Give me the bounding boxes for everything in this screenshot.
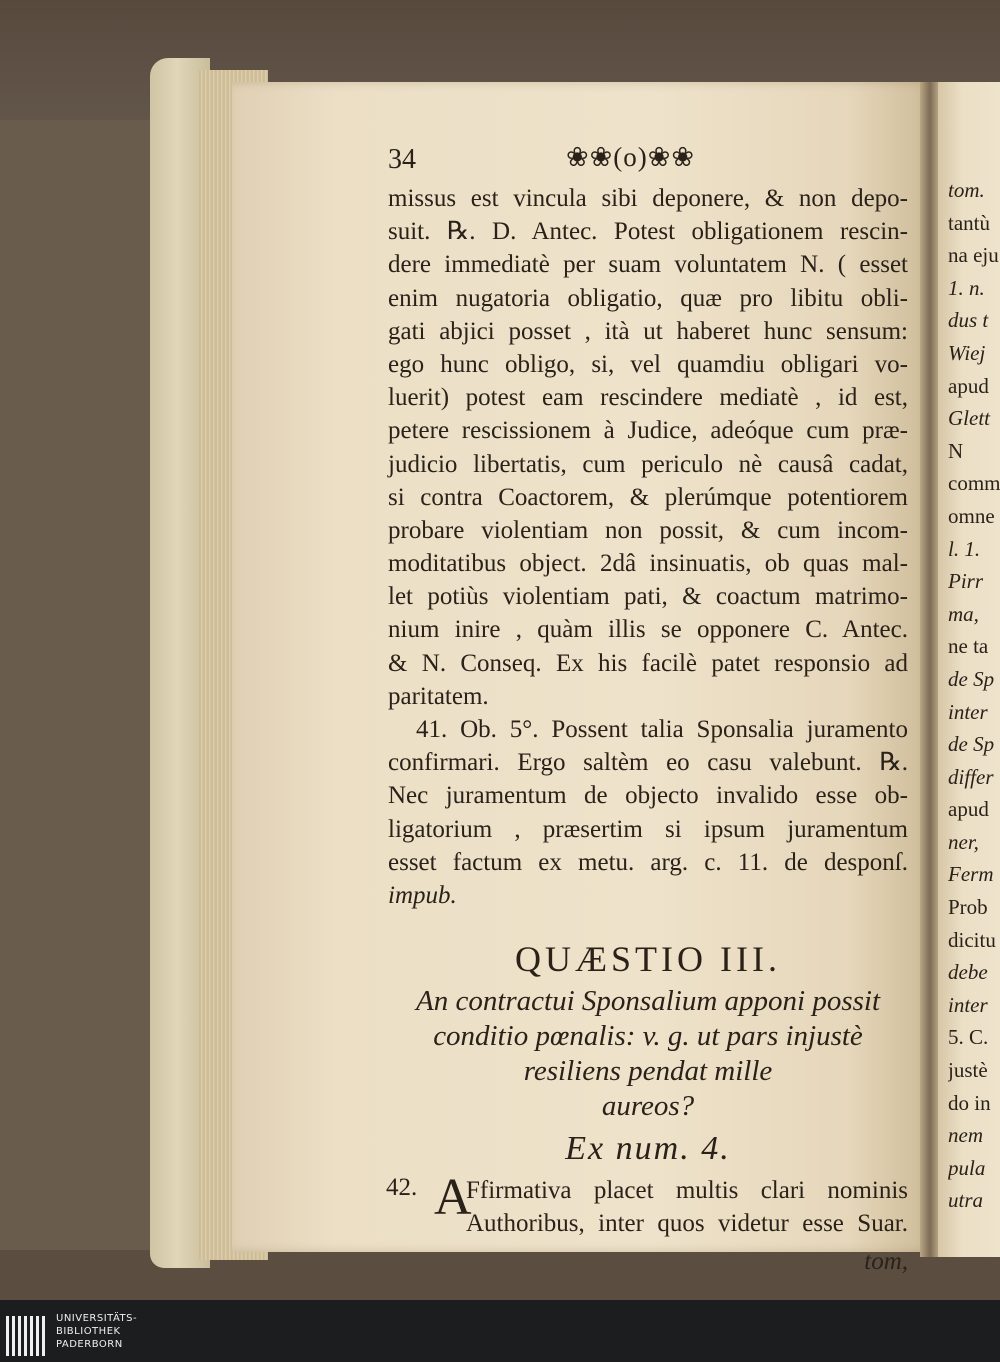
library-line: UNIVERSITÄTS-: [56, 1313, 138, 1324]
fragment: de Sp: [948, 732, 995, 757]
fragment: ne ta: [948, 634, 989, 659]
library-name: [56, 1312, 137, 1351]
text-line: suit. ℞. D. Antec. Potest obligationem rescin-: [388, 218, 908, 246]
fragment: 1. n.: [948, 275, 985, 300]
fragment: debe: [948, 960, 988, 985]
fragment: de Sp: [948, 666, 995, 691]
fragment: Ferm: [948, 862, 994, 887]
fragment: dicitu: [948, 927, 996, 952]
fragment: tantù: [948, 210, 990, 235]
text-line: Nec juramentum de objecto invalido esse ob-: [388, 782, 908, 810]
fragment: N: [948, 438, 964, 463]
page-text: [388, 138, 908, 1276]
text-line: & N. Conseq. Ex his facilè patet responsio ad: [388, 649, 908, 677]
question-title: QUÆSTIO III.: [515, 939, 781, 980]
text-line: 41. Ob. 5°. Possent talia Sponsalia juramento: [416, 716, 908, 743]
question-line: resiliens pendat mille: [523, 1055, 773, 1088]
text-line: ego hunc obligo, si, vel quamdiu obligari vo-: [388, 350, 908, 378]
text-line: impub.: [388, 881, 457, 909]
question-line: An contractui Sponsalium apponi possit: [416, 985, 880, 1018]
question-line: aureos?: [601, 1090, 695, 1123]
library-line: BIBLIOTHEK: [56, 1326, 121, 1337]
fragment: 5. C.: [948, 1025, 989, 1050]
page-number: 34: [388, 144, 416, 175]
text-line: dere immediatè per suam voluntatem N. ( esset: [388, 251, 908, 279]
text-line: judicio libertatis, cum periculo nè causâ cadat,: [388, 450, 908, 478]
paragraph-number: 42.: [386, 1174, 418, 1202]
fragment: Prob: [948, 895, 988, 920]
header-ornament: ❀❀(o)❀❀: [566, 142, 695, 172]
text-line: enim nugatoria obligatio, quæ pro libitu obli-: [388, 284, 908, 312]
fragment: apud: [948, 373, 989, 398]
fragment: utra: [948, 1188, 984, 1213]
fragment: ner,: [948, 829, 979, 854]
text-line: confirmari. Ergo saltèm eo casu valebunt. ℞.: [388, 749, 908, 777]
text-line: esset factum ex metu. arg. c. 11. de desponſ.: [388, 848, 908, 876]
text-line: moditatibus object. 2dâ insinuatis, ob quas mal-: [388, 550, 908, 578]
text-line: probare violentiam non possit, & cum incom-: [388, 516, 908, 544]
text-line: luerit) potest eam rescindere mediatè , id est,: [388, 384, 908, 412]
fragment: na eju: [948, 243, 999, 268]
fragment: Wiej: [948, 340, 986, 365]
text-line: Authoribus, inter quos videtur esse Suar.: [466, 1210, 908, 1238]
fragment: differ: [948, 764, 994, 789]
fragment: ma,: [948, 601, 979, 626]
fragment: dus t: [948, 308, 989, 333]
text-line: ligatorium , præsertim si ipsum juramentum: [388, 815, 908, 843]
drop-cap: A: [434, 1169, 472, 1227]
text-line: gati abjici posset , ità ut haberet hunc sensum:: [388, 317, 908, 345]
fragment: l. 1.: [948, 536, 981, 561]
fragment: Pirr: [948, 569, 984, 594]
text-line: missus est vincula sibi deponere, & non depo-: [388, 185, 908, 212]
catchword: tom,: [864, 1248, 908, 1276]
fragment: nem: [948, 1123, 983, 1148]
fragment: tom.: [948, 178, 985, 202]
fragment: inter: [948, 699, 988, 724]
text-line: Ffirmativa placet multis clari nominis: [466, 1177, 908, 1205]
question-line: conditio pœnalis: v. g. ut pars injustè: [433, 1020, 863, 1053]
fragment: comm: [948, 471, 1000, 496]
fragment: pula: [948, 1155, 986, 1180]
text-line: si contra Coactorem, & plerúmque potentiorem: [388, 483, 908, 511]
fragment: do in: [948, 1090, 991, 1115]
footer-bar: [0, 1300, 1000, 1362]
page-header: [388, 138, 908, 182]
text-line: paritatem.: [388, 682, 489, 710]
text-line: petere rescissionem à Judice, adeóque cum præ-: [388, 417, 908, 445]
fragment: inter: [948, 992, 988, 1017]
fragment: omne: [948, 503, 995, 528]
fragment: justè: [948, 1058, 988, 1083]
library-line: PADERBORN: [56, 1339, 123, 1350]
text-line: let potiùs violentiam pati, & coactum matrimo-: [388, 583, 908, 611]
fragment: Glett: [948, 406, 990, 431]
library-logo-icon: [4, 1310, 48, 1358]
fragment: apud: [948, 797, 989, 822]
text-line: nium inire , quàm illis se opponere C. Antec.: [388, 616, 908, 644]
facing-page-fragments: [948, 174, 1000, 1217]
ex-num-heading: Ex num. 4.: [565, 1130, 731, 1168]
paragraph-42: [386, 1169, 908, 1244]
book-gutter: [920, 82, 940, 1257]
